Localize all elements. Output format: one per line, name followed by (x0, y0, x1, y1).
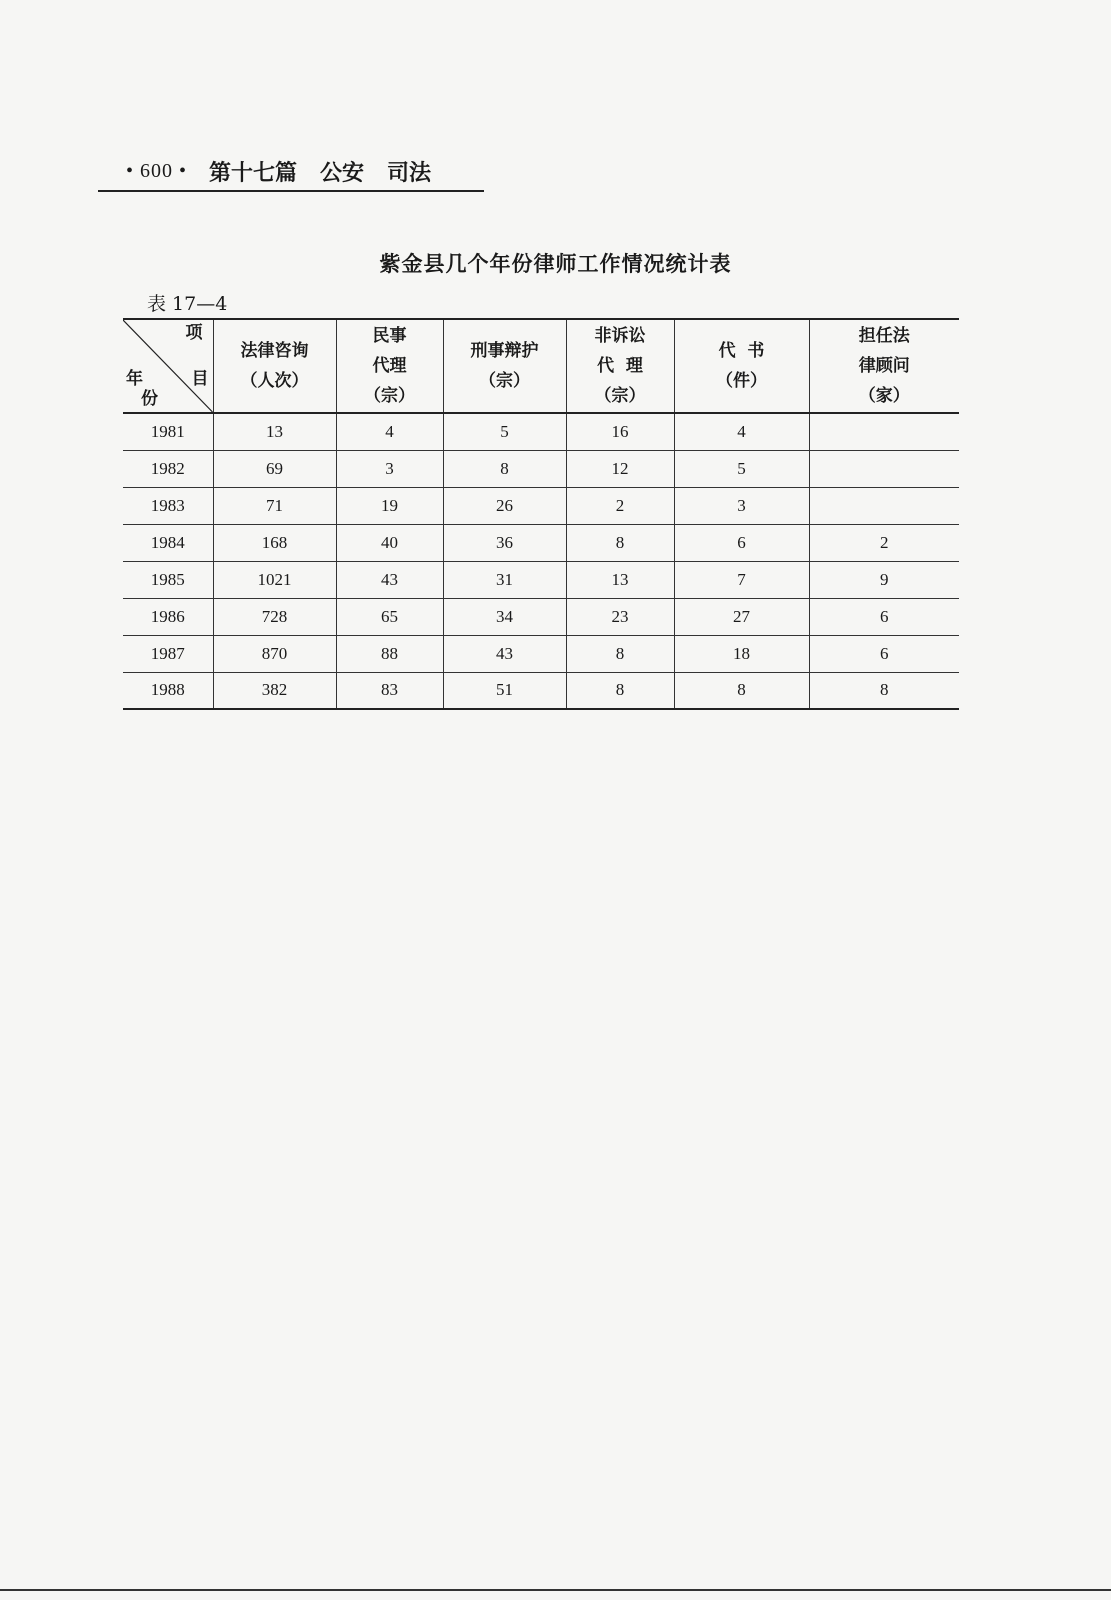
table-head (123, 319, 959, 413)
table-cell: 1021 (213, 561, 336, 598)
table-cell: 43 (443, 635, 566, 672)
table-cell: 168 (213, 524, 336, 561)
table-cell: 382 (213, 672, 336, 709)
header-line: 律顾问 (858, 356, 910, 376)
table-cell (809, 413, 959, 450)
table-cell: 34 (443, 598, 566, 635)
header-line: 刑事辩护 (470, 341, 539, 361)
column-header-criminal-defense (443, 319, 566, 413)
table-cell: 40 (336, 524, 443, 561)
header-line: 非诉讼 (594, 326, 646, 346)
table-row (123, 450, 959, 487)
corner-label-mu: 目 (191, 369, 209, 389)
table-row (123, 672, 959, 709)
table-cell: 12 (566, 450, 674, 487)
header-line: （人次） (240, 371, 309, 391)
table-cell: 870 (213, 635, 336, 672)
table-cell: 4 (674, 413, 809, 450)
column-header-legal-advisor (809, 319, 959, 413)
header-line: 代理 (372, 356, 407, 376)
header-line: （宗） (479, 371, 530, 391)
table-cell: 65 (336, 598, 443, 635)
corner-label-nian: 年 (126, 369, 143, 389)
table-row (123, 413, 959, 450)
table-body (123, 413, 959, 709)
header-line: 法律咨询 (240, 341, 309, 361)
column-header-civil-agency (336, 319, 443, 413)
year-cell: 1988 (123, 672, 213, 709)
table-cell: 8 (566, 524, 674, 561)
table-row (123, 561, 959, 598)
table-cell: 2 (566, 487, 674, 524)
header-line: （件） (716, 371, 767, 391)
table-cell: 8 (809, 672, 959, 709)
corner-label-item: 项 (185, 323, 203, 343)
table-cell: 8 (566, 672, 674, 709)
table-cell: 7 (674, 561, 809, 598)
table-cell: 88 (336, 635, 443, 672)
table-cell: 8 (674, 672, 809, 709)
table-cell: 69 (213, 450, 336, 487)
header-line: （家） (858, 386, 910, 406)
table-cell: 3 (674, 487, 809, 524)
corner-header-cell (123, 319, 213, 413)
page-header (98, 152, 484, 192)
table-row (123, 598, 959, 635)
table-cell: 71 (213, 487, 336, 524)
table-code: 表 17—4 (147, 293, 228, 315)
table-cell: 43 (336, 561, 443, 598)
table-cell: 23 (566, 598, 674, 635)
column-header-document-drafting (674, 319, 809, 413)
table-cell: 5 (674, 450, 809, 487)
table-cell: 18 (674, 635, 809, 672)
year-cell: 1984 (123, 524, 213, 561)
table-cell: 728 (213, 598, 336, 635)
table-row (123, 635, 959, 672)
page-number: • 600 • (126, 159, 188, 182)
table-cell: 6 (809, 598, 959, 635)
section-title: 第十七篇 公安 司法 (209, 160, 431, 186)
table-cell: 8 (443, 450, 566, 487)
table-cell: 6 (674, 524, 809, 561)
year-cell: 1982 (123, 450, 213, 487)
header-line: 代 理 (597, 356, 643, 376)
table-cell: 13 (566, 561, 674, 598)
year-cell: 1983 (123, 487, 213, 524)
table-cell: 4 (336, 413, 443, 450)
table-cell: 2 (809, 524, 959, 561)
header-line: 代 书 (718, 341, 765, 361)
corner-label-fen: 份 (141, 389, 158, 409)
table-cell: 8 (566, 635, 674, 672)
table-cell: 27 (674, 598, 809, 635)
table-row (123, 524, 959, 561)
table-cell: 26 (443, 487, 566, 524)
table-cell: 13 (213, 413, 336, 450)
table-cell: 16 (566, 413, 674, 450)
header-line: 民事 (372, 326, 407, 346)
table-cell (809, 450, 959, 487)
table-cell: 31 (443, 561, 566, 598)
table-cell: 3 (336, 450, 443, 487)
header-line: 担任法 (858, 326, 910, 346)
column-header-non-litigation (566, 319, 674, 413)
table-cell: 36 (443, 524, 566, 561)
header-line: （宗） (594, 386, 646, 406)
table-title: 紫金县几个年份律师工作情况统计表 (379, 252, 732, 276)
table-cell: 19 (336, 487, 443, 524)
year-cell: 1986 (123, 598, 213, 635)
table-cell: 5 (443, 413, 566, 450)
page-bottom-rule (0, 1589, 1111, 1591)
column-header-legal-consultation (213, 319, 336, 413)
year-cell: 1985 (123, 561, 213, 598)
year-cell: 1987 (123, 635, 213, 672)
table-row (123, 487, 959, 524)
table-cell: 9 (809, 561, 959, 598)
lawyer-stats-table (123, 318, 959, 710)
table-cell: 83 (336, 672, 443, 709)
header-line: （宗） (364, 386, 415, 406)
table-cell: 51 (443, 672, 566, 709)
table-cell: 6 (809, 635, 959, 672)
table-cell (809, 487, 959, 524)
header-row (123, 319, 959, 413)
year-cell: 1981 (123, 413, 213, 450)
